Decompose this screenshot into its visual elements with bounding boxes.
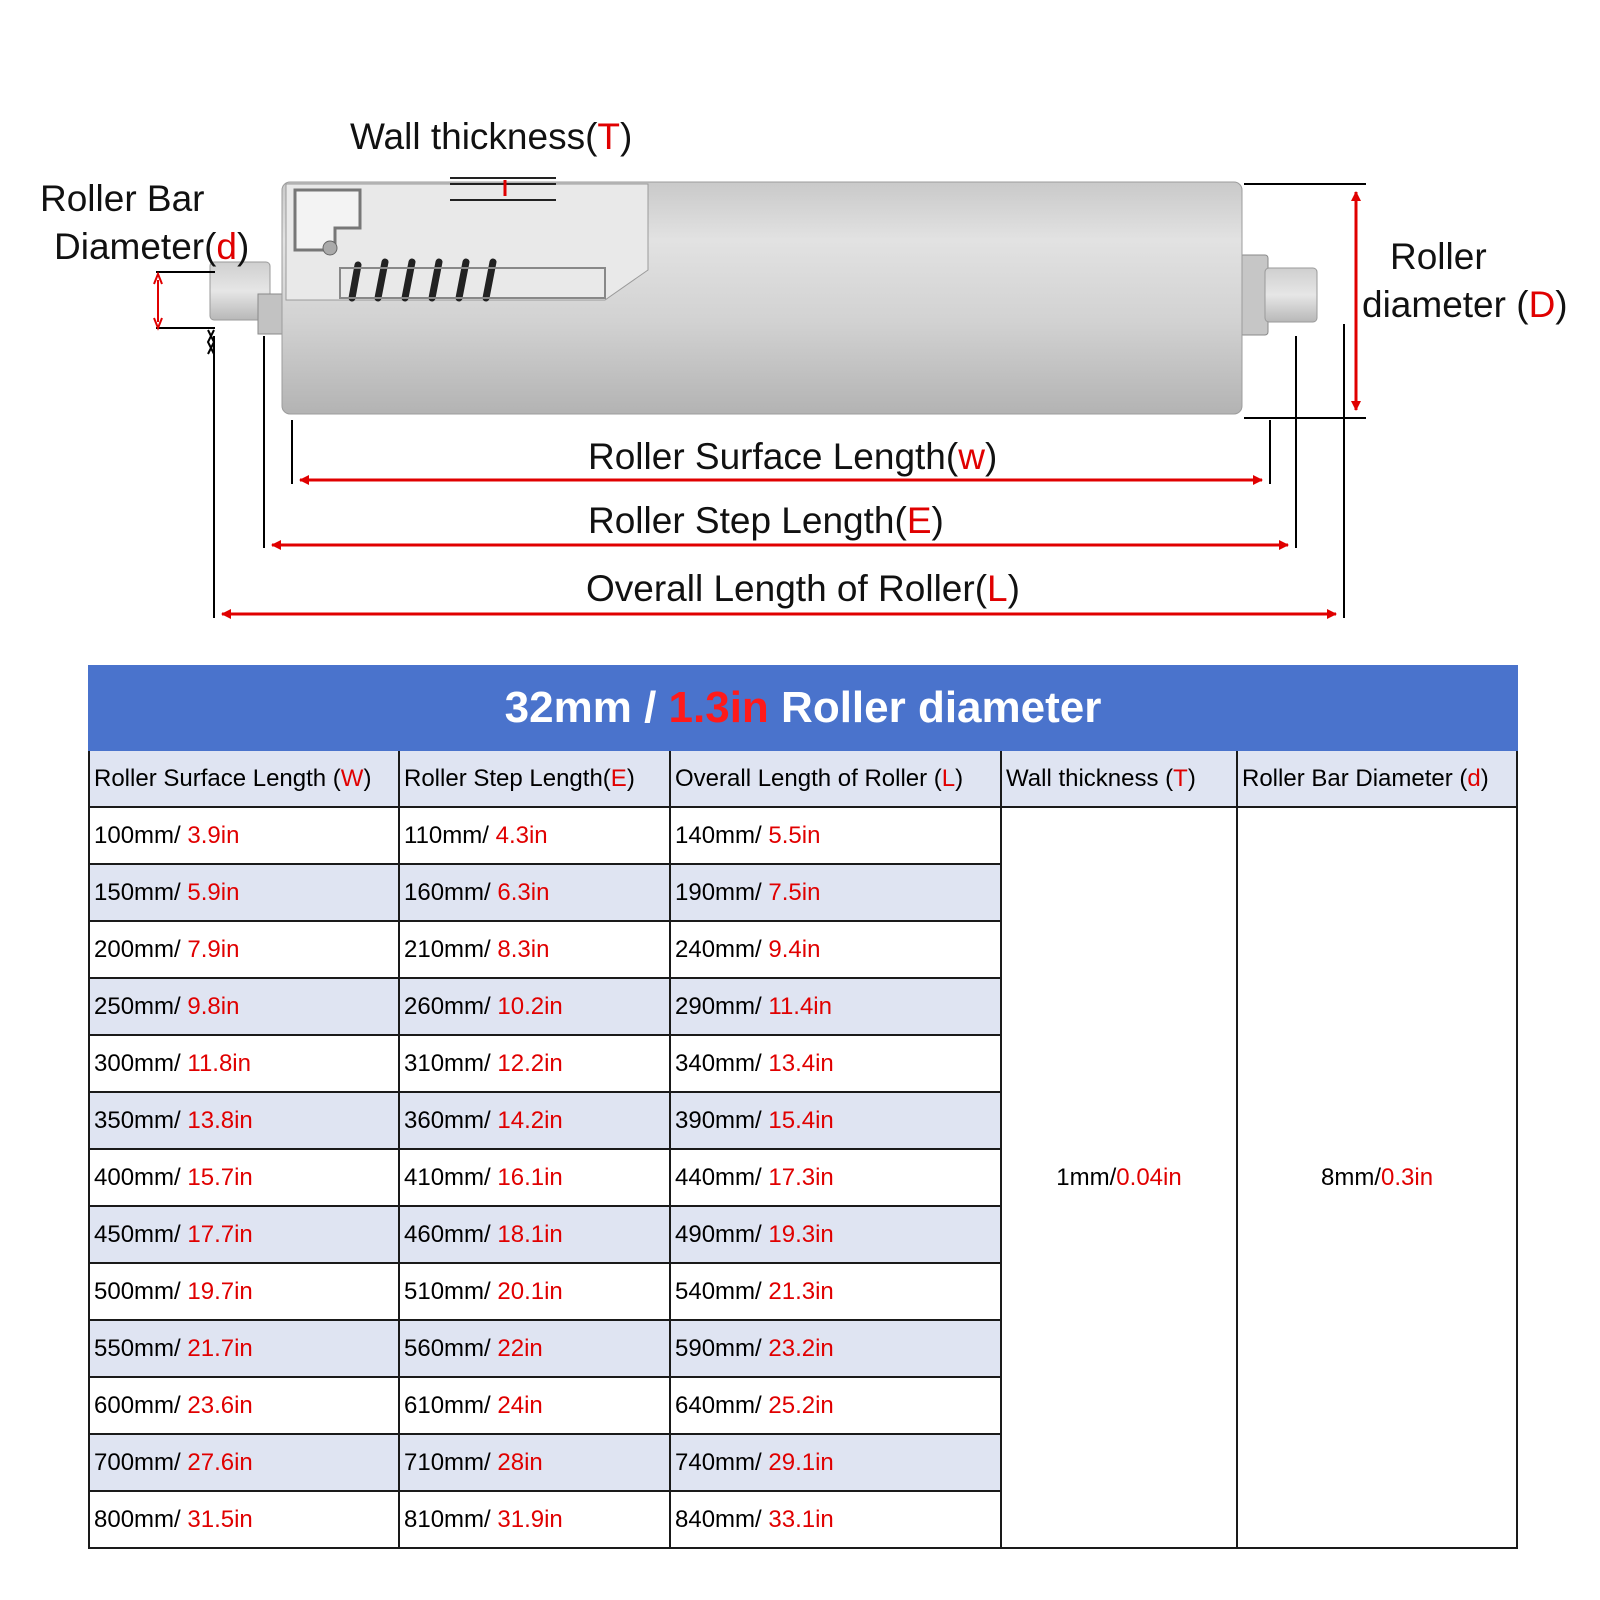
table-title: 32mm / 1.3in Roller diameter bbox=[89, 666, 1517, 750]
step-length-label: Roller Step Length(E) bbox=[588, 500, 944, 541]
column-header-row bbox=[89, 750, 1517, 807]
cell-wall-thickness: 1mm/0.04in bbox=[1001, 807, 1237, 1548]
roller-diameter-label-line1: Roller bbox=[1390, 236, 1487, 277]
cell-surface: 300mm/ 11.8in bbox=[89, 1035, 399, 1092]
cell-step: 160mm/ 6.3in bbox=[399, 864, 670, 921]
cell-surface: 350mm/ 13.8in bbox=[89, 1092, 399, 1149]
cell-surface: 100mm/ 3.9in bbox=[89, 807, 399, 864]
bar-diameter-dimension bbox=[154, 272, 215, 354]
cell-bar-diameter: 8mm/0.3in bbox=[1237, 807, 1517, 1548]
cell-surface: 800mm/ 31.5in bbox=[89, 1491, 399, 1548]
cell-overall: 490mm/ 19.3in bbox=[670, 1206, 1001, 1263]
cell-surface: 450mm/ 17.7in bbox=[89, 1206, 399, 1263]
cell-step: 260mm/ 10.2in bbox=[399, 978, 670, 1035]
cell-overall: 340mm/ 13.4in bbox=[670, 1035, 1001, 1092]
roller-bar-label-line1: Roller Bar bbox=[40, 178, 205, 219]
cell-overall: 540mm/ 21.3in bbox=[670, 1263, 1001, 1320]
cell-overall: 590mm/ 23.2in bbox=[670, 1320, 1001, 1377]
table-row bbox=[89, 807, 1517, 864]
cell-overall: 840mm/ 33.1in bbox=[670, 1491, 1001, 1548]
col-header-step-length: Roller Step Length(E) bbox=[399, 750, 670, 807]
cell-overall: 440mm/ 17.3in bbox=[670, 1149, 1001, 1206]
spec-table bbox=[88, 665, 1518, 1549]
cell-step: 460mm/ 18.1in bbox=[399, 1206, 670, 1263]
cell-surface: 700mm/ 27.6in bbox=[89, 1434, 399, 1491]
cell-surface: 600mm/ 23.6in bbox=[89, 1377, 399, 1434]
roller-bar-label-line2: Diameter(d) bbox=[54, 226, 250, 267]
cell-step: 360mm/ 14.2in bbox=[399, 1092, 670, 1149]
cell-surface: 400mm/ 15.7in bbox=[89, 1149, 399, 1206]
cell-step: 510mm/ 20.1in bbox=[399, 1263, 670, 1320]
cell-step: 310mm/ 12.2in bbox=[399, 1035, 670, 1092]
cell-overall: 240mm/ 9.4in bbox=[670, 921, 1001, 978]
cell-surface: 150mm/ 5.9in bbox=[89, 864, 399, 921]
cell-overall: 640mm/ 25.2in bbox=[670, 1377, 1001, 1434]
cell-overall: 190mm/ 7.5in bbox=[670, 864, 1001, 921]
roller-diameter-label-line2: diameter (D) bbox=[1362, 284, 1568, 325]
cell-surface: 200mm/ 7.9in bbox=[89, 921, 399, 978]
cell-step: 560mm/ 22in bbox=[399, 1320, 670, 1377]
right-step bbox=[1240, 255, 1268, 335]
cell-overall: 390mm/ 15.4in bbox=[670, 1092, 1001, 1149]
col-header-overall-length: Overall Length of Roller (L) bbox=[670, 750, 1001, 807]
right-shaft bbox=[1265, 268, 1317, 322]
cell-overall: 740mm/ 29.1in bbox=[670, 1434, 1001, 1491]
cell-step: 610mm/ 24in bbox=[399, 1377, 670, 1434]
surface-length-label: Roller Surface Length(w) bbox=[588, 436, 998, 477]
overall-length-label: Overall Length of Roller(L) bbox=[586, 568, 1020, 609]
col-header-wall-thickness: Wall thickness (T) bbox=[1001, 750, 1237, 807]
cell-surface: 550mm/ 21.7in bbox=[89, 1320, 399, 1377]
cell-overall: 290mm/ 11.4in bbox=[670, 978, 1001, 1035]
roller-diagram bbox=[0, 0, 1600, 640]
cell-overall: 140mm/ 5.5in bbox=[670, 807, 1001, 864]
cell-step: 210mm/ 8.3in bbox=[399, 921, 670, 978]
cell-step: 410mm/ 16.1in bbox=[399, 1149, 670, 1206]
table-body bbox=[89, 807, 1517, 1548]
table-title-row bbox=[89, 666, 1517, 750]
col-header-bar-diameter: Roller Bar Diameter (d) bbox=[1237, 750, 1517, 807]
cell-step: 710mm/ 28in bbox=[399, 1434, 670, 1491]
cell-surface: 500mm/ 19.7in bbox=[89, 1263, 399, 1320]
cell-step: 110mm/ 4.3in bbox=[399, 807, 670, 864]
cell-surface: 250mm/ 9.8in bbox=[89, 978, 399, 1035]
col-header-surface-length: Roller Surface Length (W) bbox=[89, 750, 399, 807]
wall-thickness-label: Wall thickness(T) bbox=[350, 116, 633, 157]
cell-step: 810mm/ 31.9in bbox=[399, 1491, 670, 1548]
